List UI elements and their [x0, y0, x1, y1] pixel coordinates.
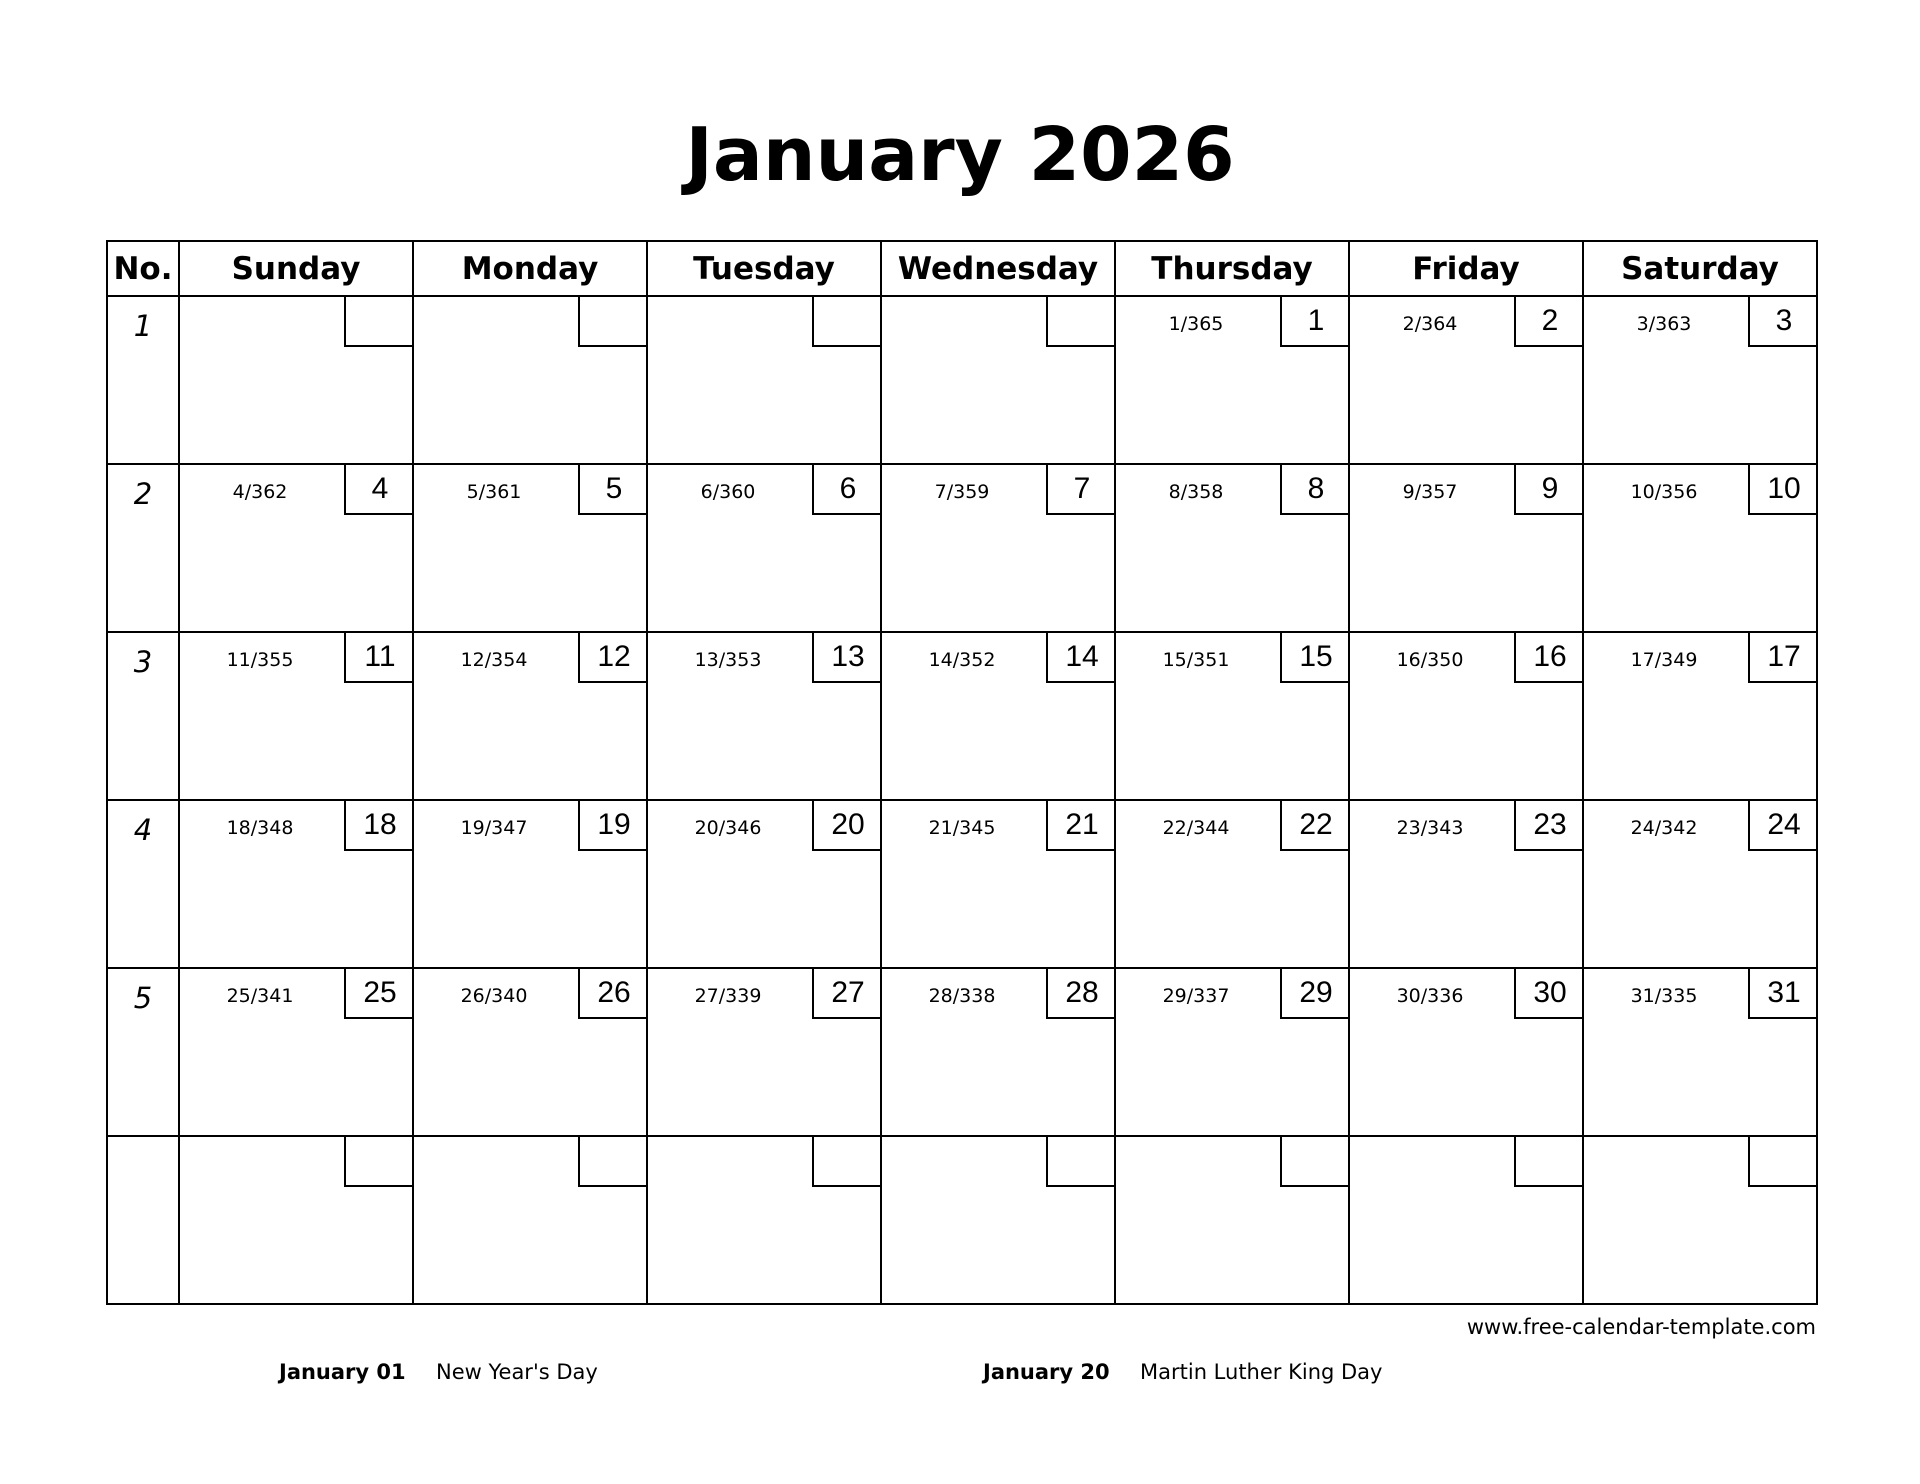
weekday-header-friday: Friday: [1349, 241, 1583, 296]
day-number-box: 19: [578, 799, 648, 851]
day-cell-content: [180, 297, 412, 463]
day-number-box: 31: [1748, 967, 1818, 1019]
day-cell[interactable]: [1349, 1136, 1583, 1304]
day-number-box: [1046, 1135, 1116, 1187]
day-cell-content: [1584, 297, 1816, 463]
day-cell-content: [1350, 1137, 1582, 1303]
day-number-box: 28: [1046, 967, 1116, 1019]
day-cell[interactable]: [647, 968, 881, 1136]
day-cell-content: [414, 801, 646, 967]
day-cell-content: [648, 1137, 880, 1303]
day-of-year-count: 28/338: [928, 985, 996, 1007]
day-cell-content: [414, 633, 646, 799]
day-number-box: 13: [812, 631, 882, 683]
week-number-header: No.: [107, 241, 179, 296]
day-cell[interactable]: [1349, 968, 1583, 1136]
week-number: [108, 1137, 178, 1149]
day-number-box: 25: [344, 967, 414, 1019]
week-number: 1: [133, 309, 153, 343]
day-cell[interactable]: [647, 296, 881, 464]
day-cell-content: [1116, 633, 1348, 799]
day-of-year-count: 29/337: [1162, 985, 1230, 1007]
day-number-box: 30: [1514, 967, 1584, 1019]
day-number-box: 15: [1280, 631, 1350, 683]
day-cell[interactable]: [413, 632, 647, 800]
day-cell-content: [180, 633, 412, 799]
day-cell-content: [414, 465, 646, 631]
day-cell-content: [882, 633, 1114, 799]
day-cell[interactable]: [179, 1136, 413, 1304]
day-cell-content: [180, 801, 412, 967]
day-cell[interactable]: [413, 968, 647, 1136]
weekday-header-thursday: Thursday: [1115, 241, 1349, 296]
day-cell[interactable]: [647, 1136, 881, 1304]
day-cell-content: [1350, 633, 1582, 799]
day-number-box: 8: [1280, 463, 1350, 515]
day-cell-content: [180, 465, 412, 631]
day-cell[interactable]: [413, 464, 647, 632]
day-cell[interactable]: [1583, 800, 1817, 968]
day-of-year-count: 20/346: [694, 817, 762, 839]
day-cell-content: [1584, 801, 1816, 967]
week-number: 3: [133, 645, 153, 679]
weekday-header-row: [107, 241, 1817, 296]
day-of-year-count: 17/349: [1630, 649, 1698, 671]
day-of-year-count: 18/348: [226, 817, 294, 839]
day-number-box: [344, 295, 414, 347]
day-cell[interactable]: [881, 464, 1115, 632]
day-cell-content: [648, 801, 880, 967]
day-cell-content: [882, 801, 1114, 967]
day-cell-content: [1350, 465, 1582, 631]
day-cell[interactable]: [1349, 632, 1583, 800]
day-cell-content: [882, 465, 1114, 631]
day-number-box: [812, 1135, 882, 1187]
day-number-box: 21: [1046, 799, 1116, 851]
day-cell-content: [882, 969, 1114, 1135]
day-of-year-count: 4/362: [232, 481, 288, 503]
day-cell[interactable]: [179, 464, 413, 632]
day-of-year-count: 6/360: [700, 481, 756, 503]
day-of-year-count: 8/358: [1168, 481, 1224, 503]
day-cell[interactable]: [1583, 464, 1817, 632]
day-of-year-count: 14/352: [928, 649, 996, 671]
day-cell[interactable]: [1583, 632, 1817, 800]
day-of-year-count: 19/347: [460, 817, 528, 839]
day-cell-content: [1116, 969, 1348, 1135]
day-of-year-count: 3/363: [1636, 313, 1692, 335]
day-cell-content: [648, 297, 880, 463]
calendar-grid: [106, 240, 1818, 1305]
holiday-name: Martin Luther King Day: [1140, 1360, 1383, 1384]
day-cell[interactable]: [1115, 464, 1349, 632]
day-of-year-count: 12/354: [460, 649, 528, 671]
day-of-year-count: 5/361: [466, 481, 522, 503]
day-number-box: 29: [1280, 967, 1350, 1019]
day-of-year-count: 10/356: [1630, 481, 1698, 503]
weekday-header-saturday: Saturday: [1583, 241, 1817, 296]
week-number: 4: [133, 813, 153, 847]
day-cell[interactable]: [1115, 632, 1349, 800]
day-of-year-count: 30/336: [1396, 985, 1464, 1007]
day-cell[interactable]: [179, 968, 413, 1136]
day-cell-content: [882, 297, 1114, 463]
day-number-box: 9: [1514, 463, 1584, 515]
day-cell-content: [180, 1137, 412, 1303]
day-of-year-count: 22/344: [1162, 817, 1230, 839]
day-cell[interactable]: [1583, 296, 1817, 464]
holiday-entry: [983, 1360, 1382, 1384]
day-number-box: 10: [1748, 463, 1818, 515]
day-of-year-count: 1/365: [1168, 313, 1224, 335]
day-number-box: 23: [1514, 799, 1584, 851]
day-cell-content: [414, 297, 646, 463]
holiday-name: New Year's Day: [436, 1360, 598, 1384]
day-of-year-count: 13/353: [694, 649, 762, 671]
day-cell-content: [1350, 969, 1582, 1135]
day-cell-content: [1116, 465, 1348, 631]
day-cell[interactable]: [881, 1136, 1115, 1304]
week-number-cell: [107, 1136, 179, 1304]
calendar-title: January 2026: [685, 112, 1235, 198]
day-cell[interactable]: [413, 1136, 647, 1304]
day-number-box: 18: [344, 799, 414, 851]
weekday-header-monday: Monday: [413, 241, 647, 296]
day-cell-content: [1584, 633, 1816, 799]
day-cell[interactable]: [413, 296, 647, 464]
day-cell-content: [648, 465, 880, 631]
day-of-year-count: 31/335: [1630, 985, 1698, 1007]
day-number-box: [812, 295, 882, 347]
day-cell[interactable]: [1115, 968, 1349, 1136]
day-number-box: 12: [578, 631, 648, 683]
day-number-box: 14: [1046, 631, 1116, 683]
day-number-box: [578, 1135, 648, 1187]
day-cell-content: [1116, 801, 1348, 967]
day-cell-content: [1350, 801, 1582, 967]
week-row: [107, 632, 1817, 800]
week-number-cell: [107, 968, 179, 1136]
week-row: [107, 296, 1817, 464]
day-cell-content: [1350, 297, 1582, 463]
day-cell[interactable]: [647, 632, 881, 800]
weekday-header-sunday: Sunday: [179, 241, 413, 296]
day-number-box: 24: [1748, 799, 1818, 851]
day-of-year-count: 9/357: [1402, 481, 1458, 503]
day-number-box: [1280, 1135, 1350, 1187]
day-cell[interactable]: [881, 968, 1115, 1136]
day-of-year-count: 23/343: [1396, 817, 1464, 839]
day-number-box: [578, 295, 648, 347]
day-number-box: [1514, 1135, 1584, 1187]
day-cell-content: [1584, 1137, 1816, 1303]
day-number-box: 2: [1514, 295, 1584, 347]
day-of-year-count: 15/351: [1162, 649, 1230, 671]
day-number-box: 7: [1046, 463, 1116, 515]
day-cell[interactable]: [1349, 464, 1583, 632]
day-cell[interactable]: [413, 800, 647, 968]
day-cell[interactable]: [179, 800, 413, 968]
day-of-year-count: 2/364: [1402, 313, 1458, 335]
holiday-date: January 20: [983, 1360, 1110, 1384]
day-number-box: 27: [812, 967, 882, 1019]
week-row: [107, 968, 1817, 1136]
day-number-box: 20: [812, 799, 882, 851]
day-cell-content: [180, 969, 412, 1135]
day-cell-content: [414, 969, 646, 1135]
day-cell[interactable]: [1115, 296, 1349, 464]
day-number-box: 3: [1748, 295, 1818, 347]
day-number-box: 26: [578, 967, 648, 1019]
day-of-year-count: 11/355: [226, 649, 294, 671]
day-of-year-count: 27/339: [694, 985, 762, 1007]
day-number-box: 22: [1280, 799, 1350, 851]
holiday-date: January 01: [279, 1360, 406, 1384]
day-number-box: [1748, 1135, 1818, 1187]
weekday-header-wednesday: Wednesday: [881, 241, 1115, 296]
day-number-box: 1: [1280, 295, 1350, 347]
day-number-box: 5: [578, 463, 648, 515]
day-cell[interactable]: [881, 800, 1115, 968]
day-of-year-count: 24/342: [1630, 817, 1698, 839]
week-number: 5: [133, 981, 153, 1015]
weekday-header-tuesday: Tuesday: [647, 241, 881, 296]
day-of-year-count: 21/345: [928, 817, 996, 839]
day-cell[interactable]: [1349, 296, 1583, 464]
week-number-cell: [107, 800, 179, 968]
day-cell[interactable]: [647, 800, 881, 968]
week-number-cell: [107, 464, 179, 632]
week-number-cell: [107, 296, 179, 464]
day-cell[interactable]: [1583, 1136, 1817, 1304]
day-of-year-count: 25/341: [226, 985, 294, 1007]
day-cell-content: [1116, 1137, 1348, 1303]
day-cell-content: [882, 1137, 1114, 1303]
day-cell[interactable]: [647, 464, 881, 632]
day-number-box: 6: [812, 463, 882, 515]
day-of-year-count: 7/359: [934, 481, 990, 503]
day-cell[interactable]: [1115, 1136, 1349, 1304]
day-of-year-count: 26/340: [460, 985, 528, 1007]
day-number-box: 4: [344, 463, 414, 515]
day-cell-content: [1584, 465, 1816, 631]
day-cell-content: [1584, 969, 1816, 1135]
day-cell-content: [414, 1137, 646, 1303]
website-url: www.free-calendar-template.com: [1466, 1315, 1816, 1339]
day-cell[interactable]: [881, 632, 1115, 800]
day-cell[interactable]: [1583, 968, 1817, 1136]
day-cell-content: [1116, 297, 1348, 463]
day-number-box: [344, 1135, 414, 1187]
day-number-box: 17: [1748, 631, 1818, 683]
holiday-entry: [279, 1360, 598, 1384]
week-number-cell: [107, 632, 179, 800]
day-number-box: 16: [1514, 631, 1584, 683]
day-cell-content: [648, 969, 880, 1135]
week-row: [107, 800, 1817, 968]
day-number-box: 11: [344, 631, 414, 683]
week-row: [107, 464, 1817, 632]
day-cell[interactable]: [1349, 800, 1583, 968]
week-row: [107, 1136, 1817, 1304]
week-number: 2: [133, 477, 153, 511]
day-cell[interactable]: [179, 632, 413, 800]
day-cell[interactable]: [881, 296, 1115, 464]
day-number-box: [1046, 295, 1116, 347]
day-cell-content: [648, 633, 880, 799]
day-cell[interactable]: [179, 296, 413, 464]
day-cell[interactable]: [1115, 800, 1349, 968]
day-of-year-count: 16/350: [1396, 649, 1464, 671]
